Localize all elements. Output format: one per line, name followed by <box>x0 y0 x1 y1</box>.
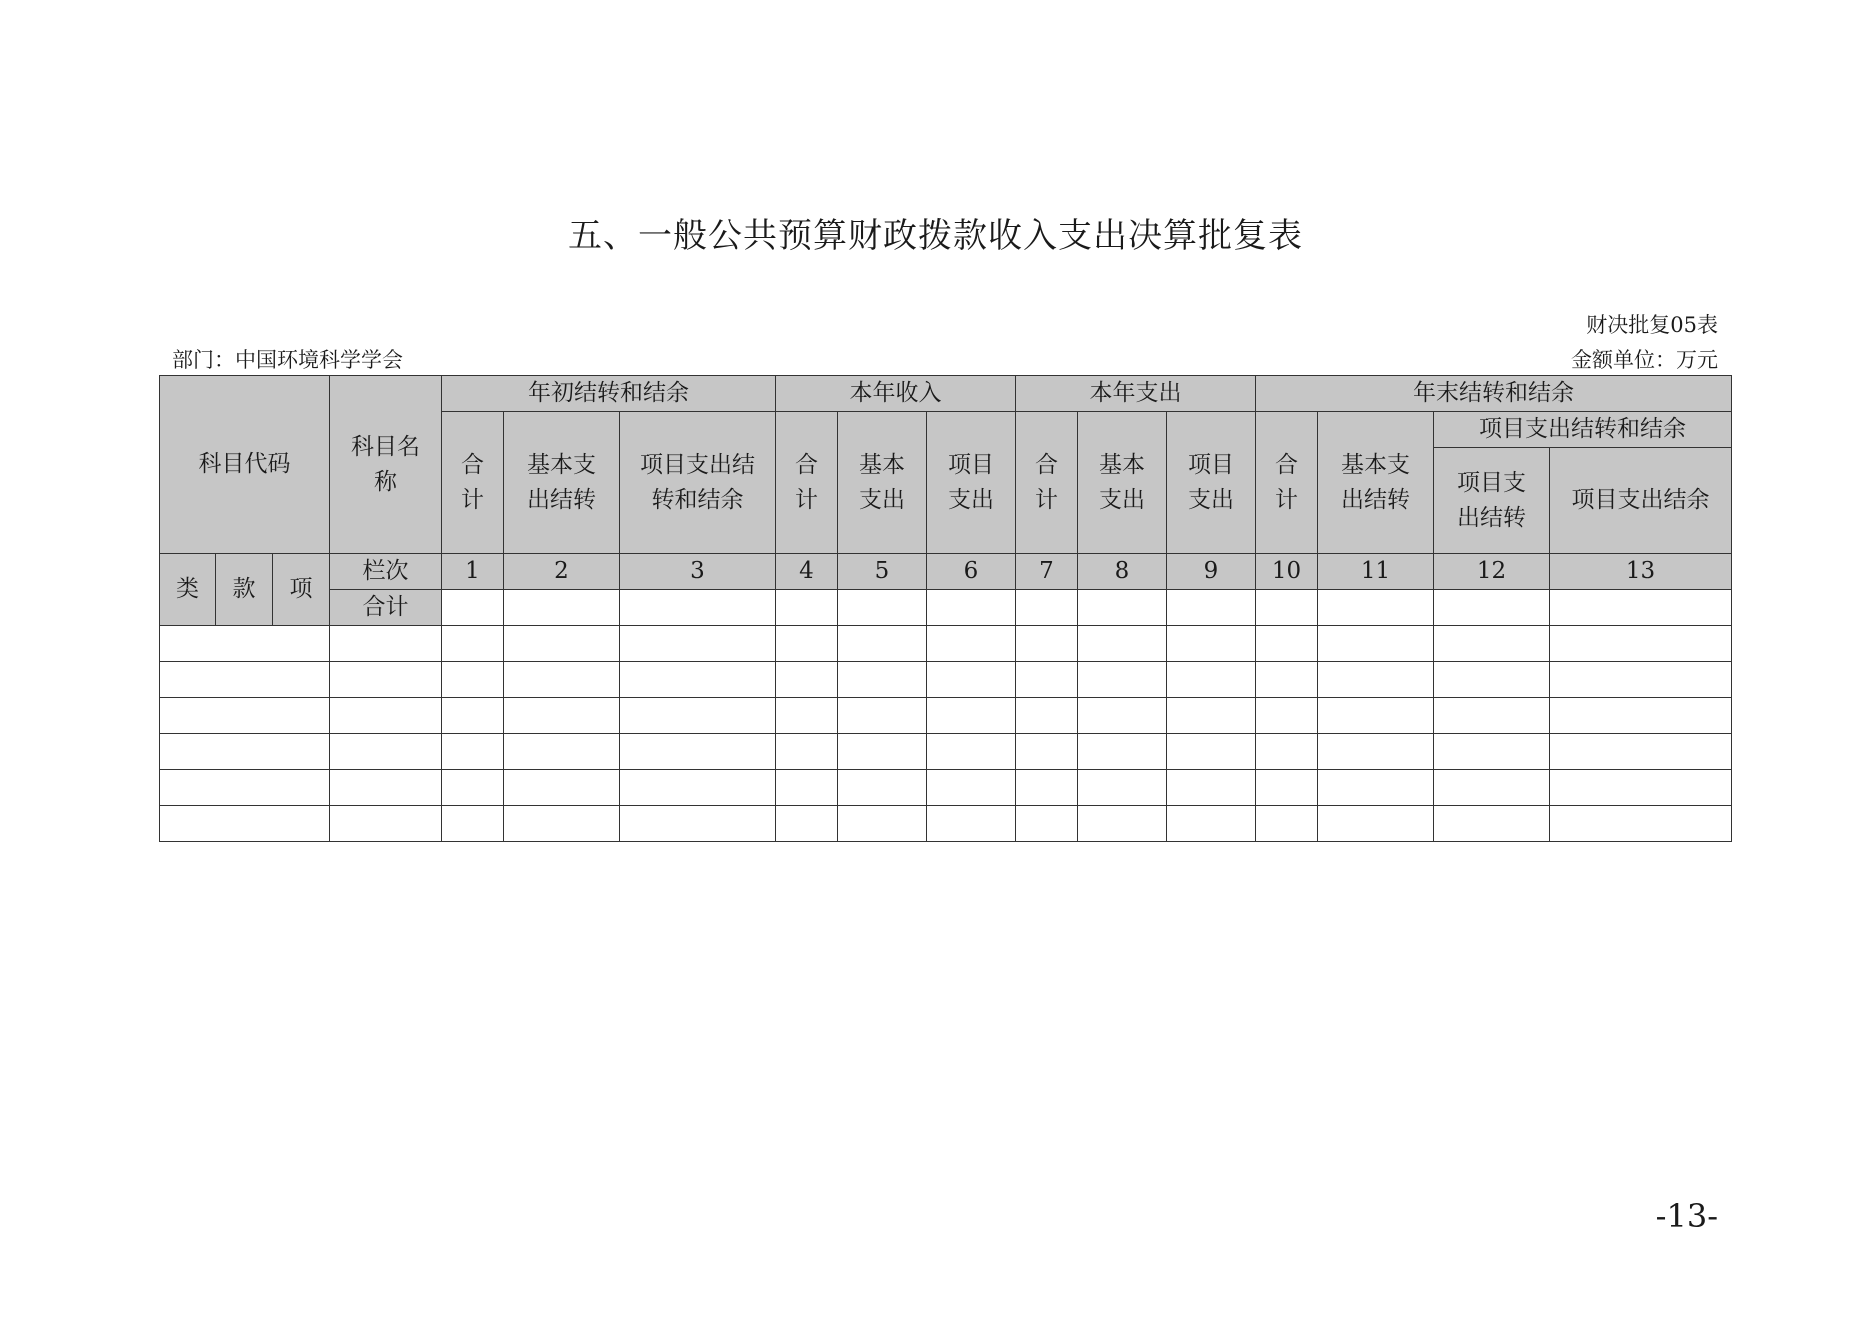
value-cell <box>504 626 620 662</box>
group-closing-header: 年末结转和结余 <box>1256 376 1732 412</box>
total-cell <box>1550 590 1732 626</box>
subject-name-cell <box>330 770 442 806</box>
value-cell <box>1550 770 1732 806</box>
value-cell <box>442 626 504 662</box>
column-number-3: 3 <box>620 554 776 590</box>
total-cell <box>1318 590 1434 626</box>
column-number-2: 2 <box>504 554 620 590</box>
total-row <box>160 590 1732 626</box>
group-expense-header: 本年支出 <box>1016 376 1256 412</box>
total-cell <box>838 590 927 626</box>
value-cell <box>776 662 838 698</box>
value-cell <box>927 806 1016 842</box>
closing-project-carry-header: 项目支 出结转 <box>1434 448 1550 554</box>
value-cell <box>927 662 1016 698</box>
column-number-13: 13 <box>1550 554 1732 590</box>
expense-total-header: 合 计 <box>1016 412 1078 554</box>
column-number-1: 1 <box>442 554 504 590</box>
value-cell <box>1550 806 1732 842</box>
value-cell <box>927 770 1016 806</box>
xiang-header: 项 <box>273 554 330 626</box>
total-cell <box>1434 590 1550 626</box>
opening-total-header: 合 计 <box>442 412 504 554</box>
value-cell <box>1256 662 1318 698</box>
value-cell <box>776 770 838 806</box>
subject-name-cell <box>330 734 442 770</box>
closing-total-header: 合 计 <box>1256 412 1318 554</box>
table-row <box>160 770 1732 806</box>
expense-basic-header: 基本 支出 <box>1078 412 1167 554</box>
value-cell <box>504 806 620 842</box>
opening-basic-header: 基本支 出结转 <box>504 412 620 554</box>
value-cell <box>620 806 776 842</box>
value-cell <box>1434 734 1550 770</box>
value-cell <box>620 770 776 806</box>
value-cell <box>927 626 1016 662</box>
value-cell <box>1256 806 1318 842</box>
value-cell <box>1550 698 1732 734</box>
value-cell <box>1256 626 1318 662</box>
value-cell <box>1318 662 1434 698</box>
value-cell <box>504 698 620 734</box>
value-cell <box>1016 626 1078 662</box>
value-cell <box>1016 662 1078 698</box>
value-cell <box>1318 698 1434 734</box>
value-cell <box>442 698 504 734</box>
value-cell <box>1434 806 1550 842</box>
value-cell <box>1016 734 1078 770</box>
subject-code-cell <box>160 662 330 698</box>
value-cell <box>504 662 620 698</box>
subject-code-cell <box>160 626 330 662</box>
value-cell <box>504 770 620 806</box>
value-cell <box>1318 770 1434 806</box>
subject-name-line2: 称 <box>374 468 397 495</box>
value-cell <box>1550 734 1732 770</box>
subject-code-cell <box>160 734 330 770</box>
value-cell <box>1167 734 1256 770</box>
budget-table <box>159 375 1732 842</box>
total-cell <box>1016 590 1078 626</box>
total-cell <box>442 590 504 626</box>
value-cell <box>776 698 838 734</box>
value-cell <box>838 662 927 698</box>
value-cell <box>504 734 620 770</box>
subject-code-cell <box>160 698 330 734</box>
income-basic-header: 基本 支出 <box>838 412 927 554</box>
closing-basic-header: 基本支 出结转 <box>1318 412 1434 554</box>
value-cell <box>442 770 504 806</box>
value-cell <box>1016 770 1078 806</box>
page-title: 五、一般公共预算财政拨款收入支出决算批复表 <box>568 216 1303 256</box>
kuan-header: 款 <box>216 554 273 626</box>
opening-project-header: 项目支出结 转和结余 <box>620 412 776 554</box>
subject-code-cell <box>160 770 330 806</box>
value-cell <box>1167 626 1256 662</box>
lei-header: 类 <box>160 554 216 626</box>
total-cell <box>1167 590 1256 626</box>
value-cell <box>1167 770 1256 806</box>
value-cell <box>1078 662 1167 698</box>
table-row <box>160 734 1732 770</box>
total-cell <box>1256 590 1318 626</box>
value-cell <box>1078 806 1167 842</box>
value-cell <box>838 806 927 842</box>
total-cell <box>504 590 620 626</box>
expense-project-header: 项目 支出 <box>1167 412 1256 554</box>
subject-name-cell <box>330 662 442 698</box>
column-label-cell: 栏次 <box>330 554 442 590</box>
value-cell <box>1434 698 1550 734</box>
value-cell <box>1550 662 1732 698</box>
column-number-6: 6 <box>927 554 1016 590</box>
column-number-5: 5 <box>838 554 927 590</box>
data-rows <box>160 626 1732 842</box>
value-cell <box>1078 770 1167 806</box>
group-opening-header: 年初结转和结余 <box>442 376 776 412</box>
value-cell <box>927 698 1016 734</box>
department-label: 部门：中国环境科学学会 <box>172 348 403 372</box>
table-row <box>160 626 1732 662</box>
page-number: -13- <box>1655 1197 1718 1235</box>
unit-label: 金额单位：万元 <box>1571 348 1718 372</box>
value-cell <box>1256 698 1318 734</box>
group-project-closing-header: 项目支出结转和结余 <box>1434 412 1732 448</box>
column-number-9: 9 <box>1167 554 1256 590</box>
value-cell <box>776 806 838 842</box>
value-cell <box>838 770 927 806</box>
value-cell <box>838 734 927 770</box>
value-cell <box>1016 698 1078 734</box>
value-cell <box>1256 770 1318 806</box>
value-cell <box>620 626 776 662</box>
total-cell <box>620 590 776 626</box>
value-cell <box>620 662 776 698</box>
closing-project-balance-header: 项目支出结余 <box>1550 448 1732 554</box>
value-cell <box>1078 734 1167 770</box>
subject-name-header <box>330 376 442 554</box>
table-row <box>160 806 1732 842</box>
value-cell <box>1434 770 1550 806</box>
form-id: 财决批复05表 <box>1586 313 1718 337</box>
column-number-10: 10 <box>1256 554 1318 590</box>
value-cell <box>1167 662 1256 698</box>
value-cell <box>1078 698 1167 734</box>
value-cell <box>1016 806 1078 842</box>
income-total-header: 合 计 <box>776 412 838 554</box>
subject-code-header: 科目代码 <box>160 376 330 554</box>
value-cell <box>838 698 927 734</box>
column-number-4: 4 <box>776 554 838 590</box>
value-cell <box>442 734 504 770</box>
table-row <box>160 662 1732 698</box>
total-cell <box>1078 590 1167 626</box>
subject-name-line1: 科目名 <box>351 433 420 460</box>
subject-code-cell <box>160 806 330 842</box>
value-cell <box>776 626 838 662</box>
income-project-header: 项目 支出 <box>927 412 1016 554</box>
value-cell <box>1167 806 1256 842</box>
total-label-cell: 合计 <box>330 590 442 626</box>
value-cell <box>1167 698 1256 734</box>
column-number-7: 7 <box>1016 554 1078 590</box>
value-cell <box>442 806 504 842</box>
value-cell <box>620 698 776 734</box>
total-cell <box>927 590 1016 626</box>
subject-name-cell <box>330 698 442 734</box>
column-number-8: 8 <box>1078 554 1167 590</box>
value-cell <box>1550 626 1732 662</box>
value-cell <box>1318 626 1434 662</box>
value-cell <box>1434 626 1550 662</box>
value-cell <box>776 734 838 770</box>
table-row <box>160 698 1732 734</box>
column-number-12: 12 <box>1434 554 1550 590</box>
subject-name-cell <box>330 806 442 842</box>
subject-name-cell <box>330 626 442 662</box>
value-cell <box>838 626 927 662</box>
value-cell <box>1256 734 1318 770</box>
total-cell <box>776 590 838 626</box>
value-cell <box>1434 662 1550 698</box>
value-cell <box>1318 806 1434 842</box>
group-income-header: 本年收入 <box>776 376 1016 412</box>
value-cell <box>1078 626 1167 662</box>
value-cell <box>620 734 776 770</box>
value-cell <box>927 734 1016 770</box>
column-number-11: 11 <box>1318 554 1434 590</box>
value-cell <box>442 662 504 698</box>
value-cell <box>1318 734 1434 770</box>
